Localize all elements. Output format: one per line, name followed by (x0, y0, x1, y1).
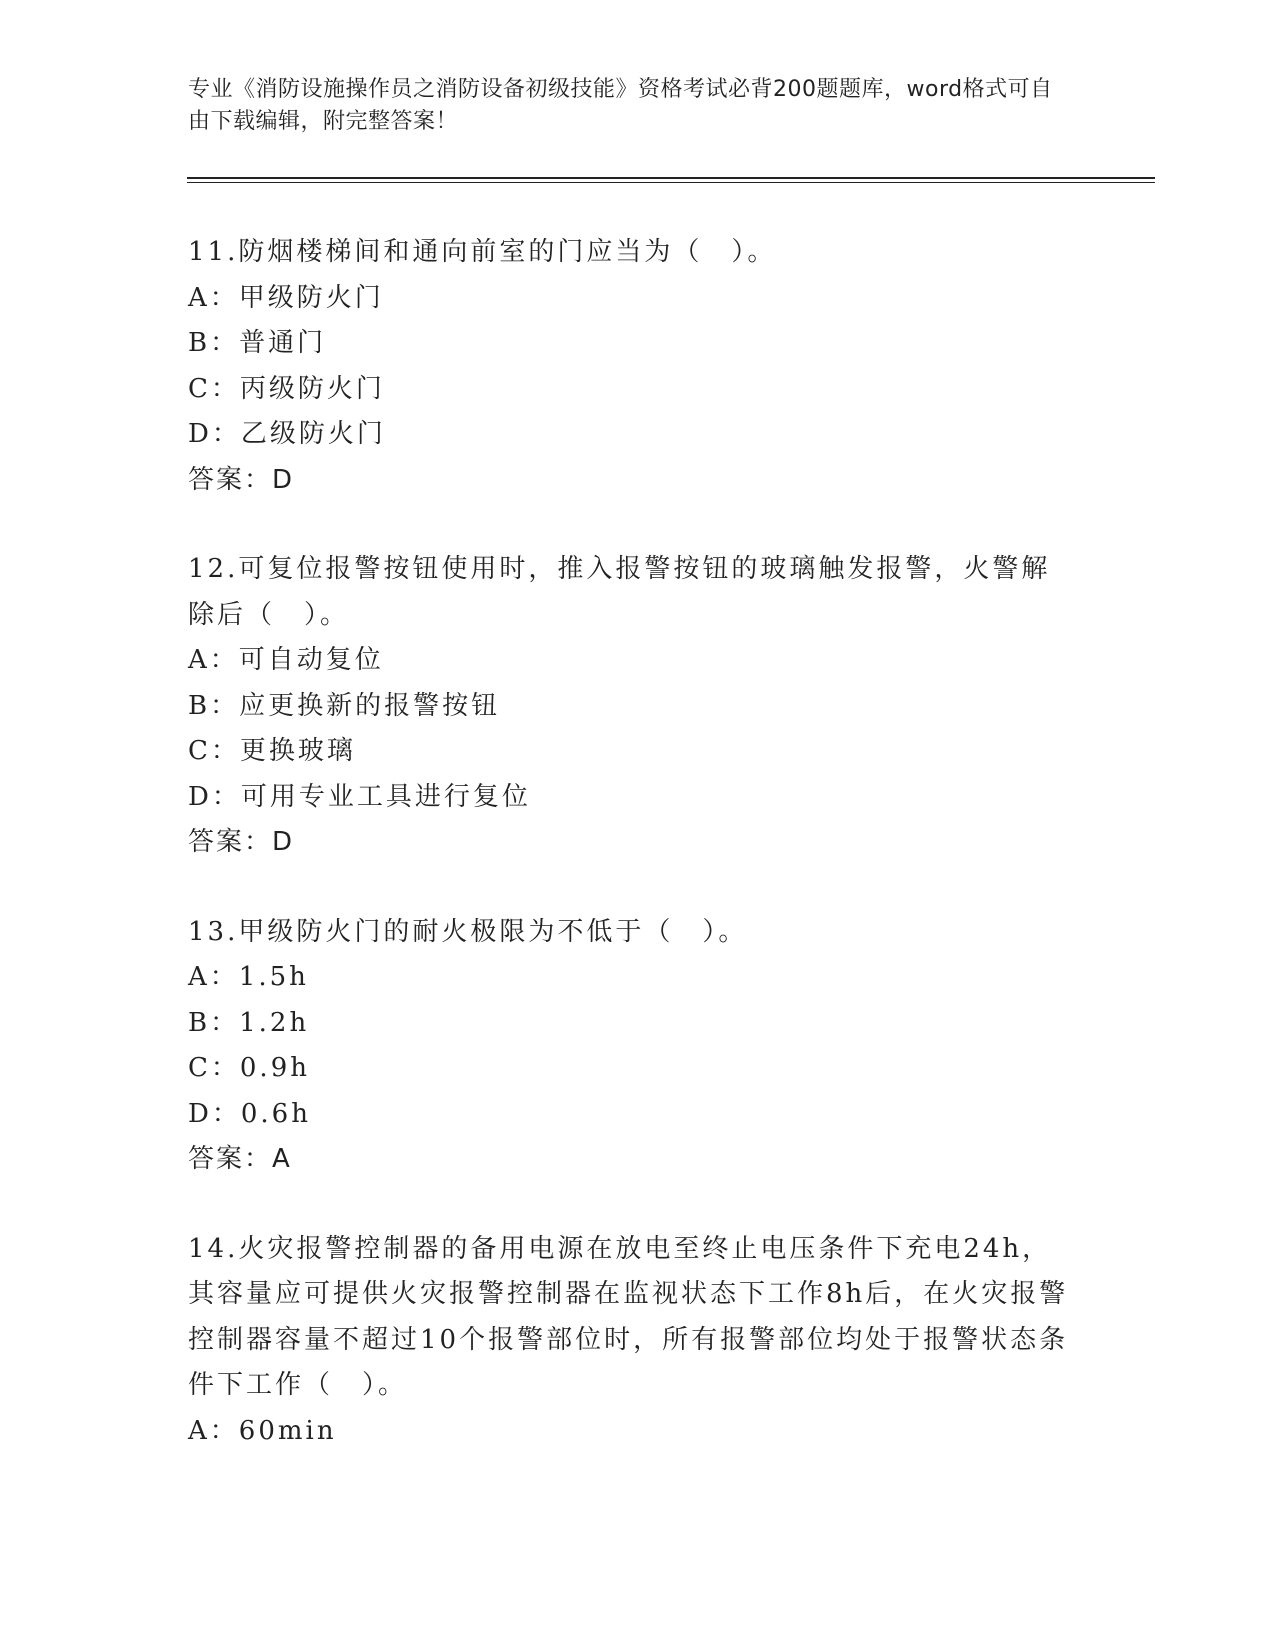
question-list (188, 230, 1088, 1498)
option-a: A：60min (188, 1415, 337, 1446)
question-13 (188, 910, 1088, 1183)
option-a: A：甲级防火门 (188, 282, 384, 313)
question-14 (188, 1227, 1088, 1455)
answer-line: 答案：D (188, 827, 295, 857)
question-12 (188, 547, 1088, 866)
question-stem: 14.火灾报警控制器的备用电源在放电至终止电压条件下充电24h，其容量应可提供火灾报警控制器在监视状态下工作8h后，在火灾报警控制器容量不超过10个报警部位时，所有报警部位均处于报警状态条件下工作（ ）。 (188, 1233, 1069, 1400)
header-rule-thin (187, 182, 1155, 183)
option-b: B：应更换新的报警按钮 (188, 690, 501, 721)
option-d: D：可用专业工具进行复位 (188, 781, 531, 812)
answer-line: 答案：D (188, 464, 295, 495)
option-c: C：丙级防火门 (188, 373, 385, 404)
option-c: C：0.9h (188, 1053, 310, 1083)
option-b: B：普通门 (188, 328, 327, 358)
option-a: A：可自动复位 (188, 645, 384, 675)
question-11 (188, 230, 1088, 503)
option-d: D：0.6h (188, 1098, 311, 1129)
answer-line: 答案：A (188, 1144, 292, 1174)
option-c: C：更换玻璃 (188, 736, 356, 766)
option-d: D：乙级防火门 (188, 419, 386, 449)
question-stem: 13.甲级防火门的耐火极限为不低于（ ）。 (188, 916, 748, 947)
option-a: A：1.5h (188, 962, 309, 992)
question-stem: 11.防烟楼梯间和通向前室的门应当为（ ）。 (188, 237, 777, 267)
document-header: 专业《消防设施操作员之消防设备初级技能》资格考试必背200题题库，word格式可自由下载编辑，附完整答案！ (188, 77, 1053, 134)
question-stem: 12.可复位报警按钮使用时，推入报警按钮的玻璃触发报警，火警解除后（ ）。 (188, 554, 1051, 630)
option-b: B：1.2h (188, 1007, 310, 1038)
header-rule-thick (187, 177, 1155, 179)
